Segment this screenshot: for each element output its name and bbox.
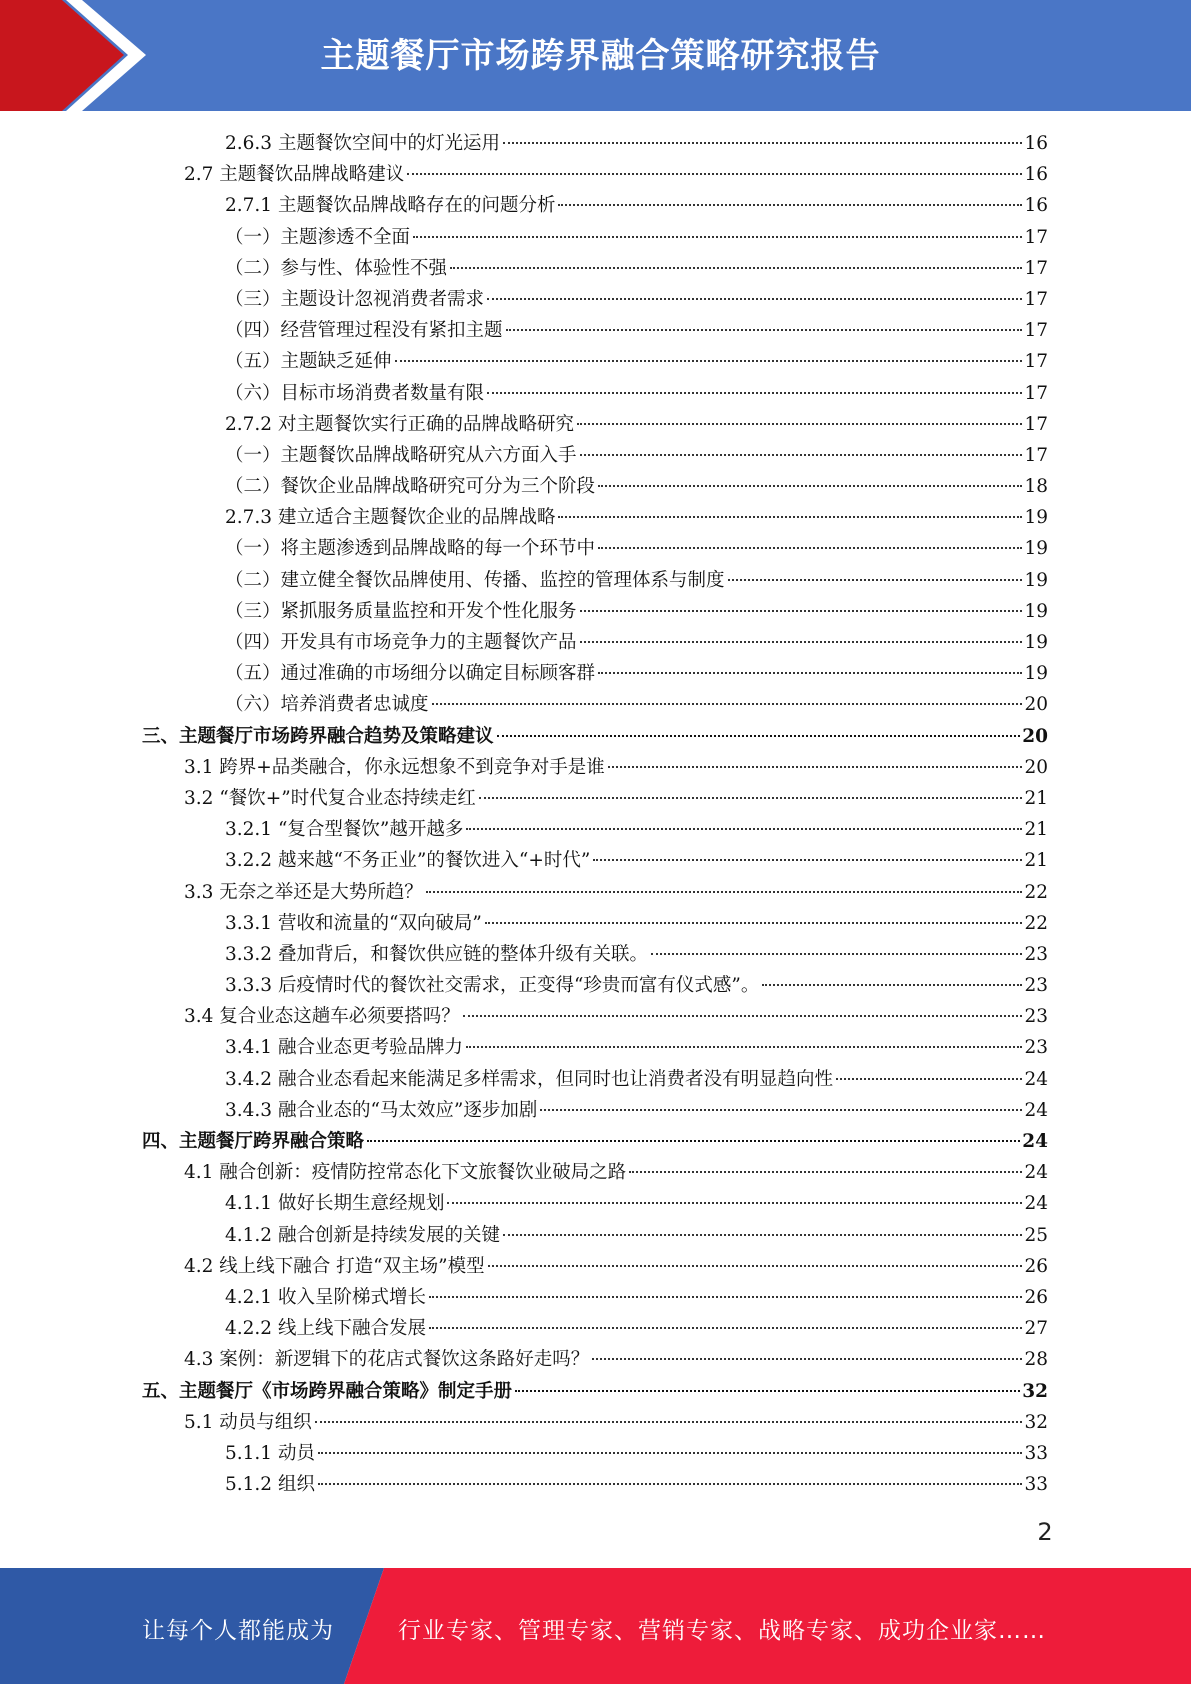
toc-entry-page: 20 <box>1022 725 1048 747</box>
report-title: 主题餐厅市场跨界融合策略研究报告 <box>320 36 881 76</box>
toc-dot-leader <box>488 1265 1023 1267</box>
toc-entry-page: 19 <box>1024 507 1048 529</box>
toc-entry-page: 16 <box>1024 133 1048 154</box>
toc-entry[interactable] <box>142 814 1048 845</box>
toc-entry[interactable] <box>142 752 1048 783</box>
toc-entry-title: 2.7.2 对主题餐饮实行正确的品牌战略研究 <box>225 413 574 435</box>
toc-entry-title: （二）餐饮企业品牌战略研究可分为三个阶段 <box>225 476 596 498</box>
toc-dot-leader <box>426 891 1023 893</box>
toc-dot-leader <box>503 142 1022 144</box>
toc-entry-page: 23 <box>1024 943 1048 965</box>
toc-entry-title: 3.3 无奈之举还是大势所趋？ <box>184 881 423 903</box>
toc-entry-title: 5.1 动员与组织 <box>184 1411 312 1433</box>
toc-entry[interactable] <box>142 1188 1048 1219</box>
toc-entry[interactable] <box>142 1407 1048 1438</box>
toc-entry-title: （四）经营管理过程没有紧扣主题 <box>225 320 503 342</box>
toc-entry-page: 17 <box>1024 413 1048 435</box>
toc-entry-title: （五）通过准确的市场细分以确定目标顾客群 <box>225 663 596 685</box>
toc-entry-page: 17 <box>1024 444 1048 466</box>
footer-slogan-right: 行业专家、管理专家、营销专家、战略专家、成功企业家…… <box>398 1618 1046 1644</box>
toc-entry-page: 23 <box>1024 1037 1048 1059</box>
toc-entry-title: （二）参与性、体验性不强 <box>225 257 448 279</box>
toc-entry-title: 2.7 主题餐饮品牌战略建议 <box>184 164 405 186</box>
toc-entry-page: 19 <box>1024 600 1048 622</box>
toc-dot-leader <box>367 1140 1020 1142</box>
toc-dot-leader <box>450 267 1022 269</box>
toc-entry-title: 4.2 线上线下融合 打造“双主场”模型 <box>184 1255 485 1277</box>
toc-entry-title: 3.4.1 融合业态更考验品牌力 <box>225 1037 463 1059</box>
toc-entry-page: 16 <box>1024 195 1048 217</box>
toc-entry[interactable] <box>142 1344 1048 1375</box>
toc-entry-title: 3.4.3 融合业态的“马太效应”逐步加剧 <box>225 1099 538 1121</box>
toc-entry-page: 22 <box>1024 881 1048 903</box>
toc-entry-title: 5.1.2 组织 <box>225 1474 315 1496</box>
toc-entry[interactable] <box>142 1095 1048 1126</box>
toc-entry-page: 26 <box>1024 1255 1048 1277</box>
toc-dot-leader <box>558 204 1022 206</box>
toc-entry[interactable] <box>142 1157 1048 1188</box>
toc-dot-leader <box>540 1109 1022 1111</box>
toc-entry-title: （四）开发具有市场竞争力的主题餐饮产品 <box>225 632 577 653</box>
toc-entry[interactable] <box>142 222 1048 253</box>
toc-entry-title: 3.2.1 “复合型餐饮”越开越多 <box>225 819 464 841</box>
toc-entry-page: 23 <box>1024 975 1048 997</box>
toc-entry-title: 3.3.2 叠加背后，和餐饮供应链的整体升级有关联。 <box>225 943 648 965</box>
toc-entry-title: 四、主题餐厅跨界融合策略 <box>142 1131 365 1152</box>
toc-entry[interactable] <box>142 1376 1048 1407</box>
report-header <box>0 0 1191 111</box>
toc-dot-leader <box>728 579 1023 581</box>
page-number: 2 <box>1037 1518 1053 1546</box>
toc-entry[interactable] <box>142 502 1048 533</box>
toc-dot-leader <box>466 1046 1022 1048</box>
toc-dot-leader <box>432 703 1023 705</box>
toc-dot-leader <box>395 360 1023 362</box>
toc-entry[interactable] <box>142 970 1048 1001</box>
toc-entry-title: （一）将主题渗透到品牌战略的每一个环节中 <box>225 538 596 560</box>
toc-entry[interactable] <box>142 284 1048 315</box>
toc-entry-page: 24 <box>1024 1099 1048 1121</box>
footer-slogan-left: 让每个人都能成为 <box>142 1618 334 1644</box>
toc-entry-page: 16 <box>1024 164 1048 186</box>
toc-entry-page: 33 <box>1024 1474 1048 1496</box>
toc-dot-leader <box>429 1296 1022 1298</box>
toc-entry-title: 4.2.2 线上线下融合发展 <box>225 1318 426 1340</box>
toc-entry[interactable] <box>142 721 1048 752</box>
toc-entry[interactable] <box>142 845 1048 876</box>
toc-dot-leader <box>592 1358 1022 1360</box>
toc-entry-title: 3.2.2 越来越“不务正业”的餐饮进入“+时代” <box>225 850 591 872</box>
toc-dot-leader <box>580 610 1023 612</box>
toc-entry-title: 2.7.3 建立适合主题餐饮企业的品牌战略 <box>225 507 556 529</box>
toc-entry-title: 4.1.1 做好长期生意经规划 <box>225 1193 445 1215</box>
toc-entry[interactable] <box>142 1251 1048 1282</box>
toc-entry[interactable] <box>142 1032 1048 1063</box>
toc-dot-leader <box>479 797 1023 799</box>
toc-entry-title: 3.1 跨界+品类融合，你永远想象不到竞争对手是谁 <box>184 756 605 778</box>
toc-entry-page: 19 <box>1024 569 1048 591</box>
toc-entry[interactable] <box>142 908 1048 939</box>
toc-dot-leader <box>466 828 1022 830</box>
toc-entry-page: 24 <box>1024 1162 1048 1184</box>
toc-entry-title: 三、主题餐厅市场跨界融合趋势及策略建议 <box>142 725 494 747</box>
toc-entry[interactable] <box>142 1438 1048 1469</box>
toc-dot-leader <box>506 329 1023 331</box>
toc-entry[interactable] <box>142 533 1048 564</box>
toc-entry-title: （三）紧抓服务质量监控和开发个性化服务 <box>225 600 577 622</box>
toc-dot-leader <box>608 766 1023 768</box>
toc-dot-leader <box>577 423 1022 425</box>
toc-entry-title: （二）建立健全餐饮品牌使用、传播、监控的管理体系与制度 <box>225 569 725 591</box>
toc-dot-leader <box>558 516 1022 518</box>
toc-dot-leader <box>315 1421 1023 1423</box>
toc-entry-page: 21 <box>1024 819 1048 841</box>
toc-entry-page: 24 <box>1024 1193 1048 1215</box>
toc-entry-page: 23 <box>1024 1006 1048 1028</box>
toc-dot-leader <box>762 984 1022 986</box>
toc-entry-page: 21 <box>1024 787 1048 809</box>
toc-entry[interactable] <box>142 440 1048 471</box>
toc-entry[interactable] <box>142 939 1048 970</box>
toc-entry-page: 19 <box>1024 538 1048 560</box>
toc-dot-leader <box>629 1171 1022 1173</box>
toc-dot-leader <box>485 922 1023 924</box>
toc-entry-page: 28 <box>1024 1349 1048 1371</box>
toc-entry[interactable] <box>142 1282 1048 1313</box>
toc-entry-title: 4.1.2 融合创新是持续发展的关键 <box>225 1224 500 1246</box>
toc-dot-leader <box>651 953 1022 955</box>
toc-entry-page: 17 <box>1024 226 1048 248</box>
toc-entry-page: 32 <box>1024 1411 1048 1433</box>
toc-entry-page: 17 <box>1024 288 1048 310</box>
toc-entry-title: 2.6.3 主题餐饮空间中的灯光运用 <box>225 133 500 154</box>
toc-entry-title: （三）主题设计忽视消费者需求 <box>225 288 485 310</box>
toc-entry-title: 3.3.3 后疫情时代的餐饮社交需求，正变得“珍贵而富有仪式感”。 <box>225 975 760 997</box>
toc-entry-title: （六）培养消费者忠诚度 <box>225 694 429 716</box>
toc-entry[interactable] <box>142 378 1048 409</box>
toc-entry-page: 27 <box>1024 1318 1048 1340</box>
toc-entry[interactable] <box>142 253 1048 284</box>
toc-entry-title: 5.1.1 动员 <box>225 1442 315 1464</box>
toc-entry-page: 33 <box>1024 1442 1048 1464</box>
toc-entry[interactable] <box>142 315 1048 346</box>
toc-entry[interactable] <box>142 471 1048 502</box>
toc-dot-leader <box>447 1202 1022 1204</box>
toc-dot-leader <box>598 547 1022 549</box>
toc-dot-leader <box>497 735 1021 737</box>
toc-dot-leader <box>318 1483 1023 1485</box>
toc-dot-leader <box>580 641 1023 643</box>
toc-entry[interactable] <box>142 877 1048 908</box>
toc-entry-page: 24 <box>1024 1068 1048 1090</box>
toc-entry-title: （五）主题缺乏延伸 <box>225 351 392 373</box>
toc-entry-page: 21 <box>1024 850 1048 872</box>
toc-entry-title: 3.2 “餐饮+”时代复合业态持续走红 <box>184 787 476 809</box>
toc-entry-page: 20 <box>1024 756 1048 778</box>
toc-dot-leader <box>593 859 1022 861</box>
toc-entry[interactable] <box>142 128 1048 159</box>
toc-entry[interactable] <box>142 1064 1048 1095</box>
toc-dot-leader <box>429 1327 1022 1329</box>
toc-dot-leader <box>598 485 1022 487</box>
toc-dot-leader <box>503 1234 1022 1236</box>
toc-entry-page: 22 <box>1024 912 1048 934</box>
toc-entry-page: 17 <box>1024 257 1048 279</box>
toc-entry-title: （六）目标市场消费者数量有限 <box>225 382 485 404</box>
toc-entry-title: 4.1 融合创新：疫情防控常态化下文旅餐饮业破局之路 <box>184 1162 627 1184</box>
toc-entry[interactable] <box>142 1126 1048 1157</box>
toc-entry-page: 25 <box>1024 1224 1048 1246</box>
toc-entry-title: （一）主题渗透不全面 <box>225 226 411 248</box>
toc-entry[interactable] <box>142 1313 1048 1344</box>
toc-entry[interactable] <box>142 190 1048 221</box>
toc-entry[interactable] <box>142 346 1048 377</box>
toc-dot-leader <box>836 1078 1022 1080</box>
toc-entry-title: 4.2.1 收入呈阶梯式增长 <box>225 1286 426 1308</box>
toc-entry-page: 24 <box>1022 1131 1048 1152</box>
toc-entry-page: 19 <box>1024 663 1048 685</box>
toc-entry-title: 3.3.1 营收和流量的“双向破局” <box>225 912 482 934</box>
toc-entry-title: 2.7.1 主题餐饮品牌战略存在的问题分析 <box>225 195 556 217</box>
toc-entry-page: 17 <box>1024 351 1048 373</box>
toc-entry[interactable] <box>142 1469 1048 1500</box>
table-of-contents <box>142 128 1048 1500</box>
toc-entry-page: 19 <box>1024 632 1048 653</box>
toc-entry-page: 32 <box>1022 1380 1048 1402</box>
toc-entry[interactable] <box>142 159 1048 190</box>
toc-dot-leader <box>487 298 1022 300</box>
toc-entry-page: 17 <box>1024 320 1048 342</box>
toc-entry-title: （一）主题餐饮品牌战略研究从六方面入手 <box>225 444 577 466</box>
toc-entry[interactable] <box>142 689 1048 720</box>
toc-dot-leader <box>318 1452 1023 1454</box>
toc-entry-title: 4.3 案例：新逻辑下的花店式餐饮这条路好走吗？ <box>184 1349 590 1371</box>
toc-dot-leader <box>515 1390 1020 1392</box>
page-footer <box>0 1568 1191 1684</box>
toc-entry-page: 17 <box>1024 382 1048 404</box>
toc-dot-leader <box>413 236 1022 238</box>
toc-entry[interactable] <box>142 627 1048 658</box>
toc-entry[interactable] <box>142 596 1048 627</box>
toc-entry[interactable] <box>142 409 1048 440</box>
toc-dot-leader <box>580 454 1023 456</box>
toc-entry-page: 20 <box>1024 694 1048 716</box>
toc-entry[interactable] <box>142 565 1048 596</box>
toc-dot-leader <box>463 1015 1023 1017</box>
toc-entry[interactable] <box>142 1220 1048 1251</box>
toc-entry-page: 26 <box>1024 1286 1048 1308</box>
toc-entry-page: 18 <box>1024 476 1048 498</box>
toc-entry-title: 五、主题餐厅《市场跨界融合策略》制定手册 <box>142 1380 513 1402</box>
toc-dot-leader <box>598 672 1022 674</box>
toc-entry-title: 3.4 复合业态这趟车必须要搭吗？ <box>184 1006 460 1028</box>
toc-dot-leader <box>487 392 1022 394</box>
toc-entry-title: 3.4.2 融合业态看起来能满足多样需求，但同时也让消费者没有明显趋向性 <box>225 1068 833 1090</box>
toc-entry[interactable] <box>142 658 1048 689</box>
toc-dot-leader <box>407 173 1022 175</box>
toc-entry[interactable] <box>142 783 1048 814</box>
toc-entry[interactable] <box>142 1001 1048 1032</box>
